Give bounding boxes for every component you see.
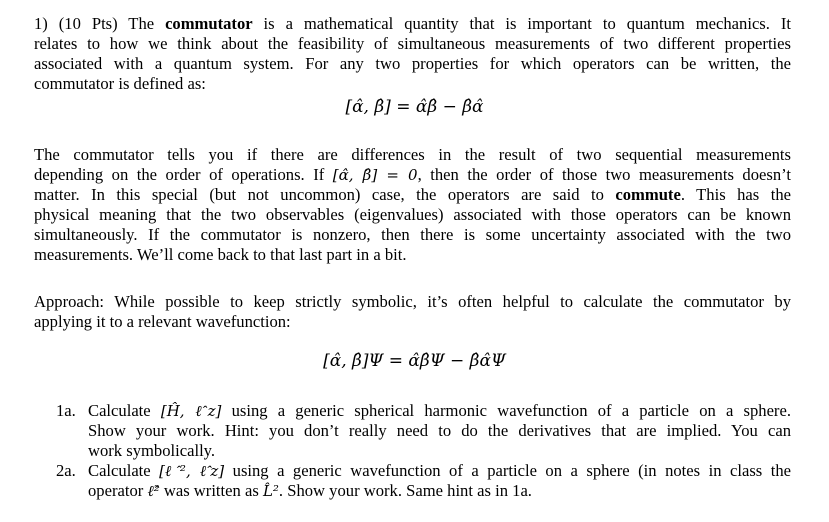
- intro-line-4: commutator is defined as:: [34, 74, 206, 93]
- l-squared-operator: ℓ̂²: [147, 482, 160, 500]
- question-1a-line-3: work symbolically.: [88, 441, 216, 460]
- explanation-line-6: measurements. We’ll come back to that last part in a bit.: [34, 245, 407, 264]
- intro-paragraph: [34, 14, 791, 94]
- explanation-line-1: The commutator tells you if there are differences in the result of two sequential measurements: [34, 145, 791, 164]
- hamiltonian-lz-commutator: [Ĥ, ℓ̂z]: [160, 402, 222, 420]
- question-number: 2a.: [56, 461, 76, 480]
- question-2a-line-1: Calculate [ℓ̂², ℓ̂z] using a generic wavefunction of a particle on a sphere (in notes in class the: [88, 461, 791, 480]
- question-1a-line-2: Show your work. Hint: you don’t really need to do the derivatives that are implied. You can: [88, 421, 791, 440]
- explanation-line-5: simultaneously. If the commutator is nonzero, then there is some uncertainty associated with the two: [34, 225, 791, 244]
- question-1a-line-1: Calculate [Ĥ, ℓ̂z] using a generic spherical harmonic wavefunction of a particle on a sphere.: [88, 401, 791, 420]
- explanation-paragraph: [34, 145, 791, 265]
- intro-line-3: associated with a quantum system. For any two properties for which operators can be written, the: [34, 54, 791, 73]
- approach-line-1: Approach: While possible to keep strictly symbolic, it’s often helpful to calculate the commutator by: [34, 292, 791, 311]
- intro-line-2: relates to how we think about the feasibility of simultaneous measurements of two different properties: [34, 34, 791, 53]
- commutator-bold: commutator: [165, 14, 253, 33]
- explanation-line-4: physical meaning that the two observables (eigenvalues) associated with those operators can be known: [34, 205, 791, 224]
- approach-paragraph: [34, 292, 791, 332]
- commutator-definition-equation: [α̂, β̂] = α̂β̂ − β̂α̂: [345, 97, 484, 117]
- question-number: 1a.: [56, 401, 76, 420]
- explanation-line-3: matter. In this special (but not uncommon) case, the operators are said to commute. This has the: [34, 185, 791, 204]
- commutator-wavefunction-equation: [α̂, β̂]Ψ = α̂β̂Ψ − β̂α̂Ψ: [323, 351, 506, 371]
- zero-commutator-math: [α̂, β̂] = 0: [332, 166, 418, 184]
- l2-lz-commutator: [ℓ̂², ℓ̂z]: [159, 462, 225, 480]
- capital-l-squared-operator: L̂²: [262, 482, 279, 500]
- intro-line-1: 1) (10 Pts) The commutator is a mathematical quantity that is important to quantum mechanics. It: [34, 14, 791, 33]
- approach-line-2: applying it to a relevant wavefunction:: [34, 312, 291, 331]
- question-2a-line-2: operator ℓ̂² was written as L̂². Show your work. Same hint as in 1a.: [88, 481, 532, 500]
- commute-bold: commute: [615, 185, 681, 204]
- question-list: [56, 401, 791, 501]
- explanation-line-2: depending on the order of operations. If [α̂, β̂] = 0, then the order of those two measurements doesn’t: [34, 165, 791, 184]
- question-2a: [56, 461, 791, 501]
- question-1a: [56, 401, 791, 461]
